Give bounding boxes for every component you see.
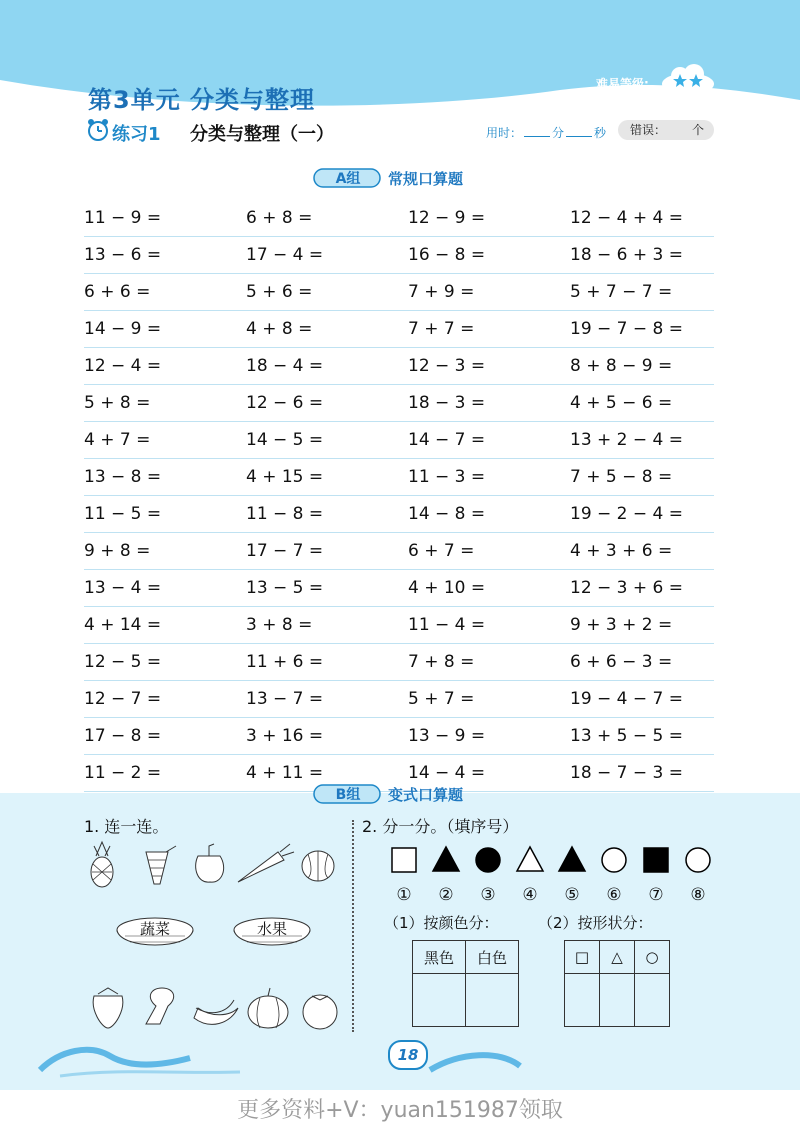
problem-row (84, 422, 714, 459)
carrot-icon[interactable] (238, 844, 294, 882)
pumpkin-icon[interactable] (248, 988, 288, 1028)
problem-row (84, 681, 714, 718)
arithmetic-problem[interactable]: 13 − 9 = (408, 726, 486, 746)
shape-number: ⑦ (648, 885, 664, 905)
arithmetic-problem[interactable]: 13 − 8 = (84, 467, 162, 487)
arithmetic-problem[interactable]: 13 − 7 = (246, 689, 324, 709)
arithmetic-problem[interactable]: 5 + 6 = (246, 282, 313, 302)
problem-row (84, 644, 714, 681)
arithmetic-problem[interactable]: 7 + 7 = (408, 319, 475, 339)
bok-choy-icon[interactable] (146, 988, 174, 1024)
shape-number: ⑥ (606, 885, 622, 905)
white-square-icon (392, 848, 416, 872)
arithmetic-problem[interactable]: 4 + 7 = (84, 430, 151, 450)
arithmetic-grid (84, 200, 714, 792)
second-blank[interactable] (566, 136, 592, 137)
arithmetic-problem[interactable]: 4 + 14 = (84, 615, 162, 635)
strawberry-icon[interactable] (93, 988, 123, 1028)
arithmetic-problem[interactable]: 12 − 9 = (408, 208, 486, 228)
problem-row (84, 385, 714, 422)
question-1-prompt: 1. 连一连。 (84, 817, 169, 836)
arithmetic-problem[interactable]: 13 − 5 = (246, 578, 324, 598)
arithmetic-problem[interactable]: 16 − 8 = (408, 245, 486, 265)
arithmetic-problem[interactable]: 9 + 8 = (84, 541, 151, 561)
white-triangle-icon (517, 847, 543, 871)
tomato-icon[interactable] (303, 995, 337, 1029)
arithmetic-problem[interactable]: 3 + 16 = (246, 726, 324, 746)
arithmetic-problem[interactable]: 13 − 6 = (84, 245, 162, 265)
problem-row (84, 607, 714, 644)
shape-number: ① (396, 885, 412, 905)
arithmetic-problem[interactable]: 4 + 10 = (408, 578, 486, 598)
arithmetic-problem[interactable]: 4 + 11 = (246, 763, 324, 783)
exercise-header (86, 118, 726, 146)
shape-answer-triangle[interactable] (600, 974, 635, 1027)
pinecone-icon[interactable] (146, 846, 176, 884)
arithmetic-problem[interactable]: 5 + 7 = (408, 689, 475, 709)
arithmetic-problem[interactable]: 14 − 8 = (408, 504, 486, 524)
arithmetic-problem[interactable]: 14 − 5 = (246, 430, 324, 450)
color-answer-black[interactable] (413, 974, 466, 1027)
arithmetic-problem[interactable]: 9 + 3 + 2 = (570, 615, 673, 635)
arithmetic-problem[interactable]: 14 − 9 = (84, 319, 162, 339)
question-2-prompt: 2. 分一分。（填序号） (362, 817, 519, 836)
shape-answer-square[interactable] (565, 974, 600, 1027)
shape-answer-circle[interactable] (635, 974, 670, 1027)
white-circle-icon (686, 848, 710, 872)
arithmetic-problem[interactable]: 11 − 9 = (84, 208, 162, 228)
section-b-title: 变式口算题 (388, 786, 464, 804)
exercise-title: 分类与整理（一） (190, 124, 334, 145)
shape-number: ② (438, 885, 454, 905)
arithmetic-problem[interactable]: 14 − 4 = (408, 763, 486, 783)
problem-row (84, 496, 714, 533)
problem-row (84, 718, 714, 755)
section-a-badge-text: A组 (335, 171, 361, 187)
arithmetic-problem[interactable]: 12 − 7 = (84, 689, 162, 709)
difficulty-label: 难易等级: (596, 77, 649, 91)
section-b-header (312, 782, 512, 806)
shape-number: ⑧ (690, 885, 706, 905)
pineapple-icon[interactable] (91, 842, 113, 887)
arithmetic-problem[interactable]: 4 + 8 = (246, 319, 313, 339)
minute-unit: 分 (552, 126, 565, 140)
shape-number: ④ (522, 885, 538, 905)
shape-header-square: □ (565, 941, 600, 974)
arithmetic-problem[interactable]: 7 + 5 − 8 = (570, 467, 673, 487)
arithmetic-problem[interactable]: 6 + 8 = (246, 208, 313, 228)
black-circle-icon (476, 848, 500, 872)
arithmetic-problem[interactable]: 14 − 7 = (408, 430, 486, 450)
shape-header-circle: ○ (635, 941, 670, 974)
arithmetic-problem[interactable]: 12 − 3 = (408, 356, 486, 376)
alarm-clock-icon (86, 118, 110, 142)
problem-row (84, 570, 714, 607)
watermelon-icon[interactable] (302, 851, 334, 881)
section-b-badge (312, 782, 384, 806)
arithmetic-problem[interactable]: 11 − 5 = (84, 504, 162, 524)
color-header-black: 黑色 (413, 941, 466, 974)
arithmetic-problem[interactable]: 12 − 4 = (84, 356, 162, 376)
arithmetic-problem[interactable]: 18 − 6 + 3 = (570, 245, 684, 265)
arithmetic-problem[interactable]: 13 + 2 − 4 = (570, 430, 684, 450)
error-label: 错误： (630, 123, 667, 137)
shape-header-triangle: △ (600, 941, 635, 974)
black-triangle-icon (559, 847, 585, 871)
bell-pepper-icon[interactable] (196, 844, 224, 882)
white-circle-icon (602, 848, 626, 872)
arithmetic-problem[interactable]: 12 − 6 = (246, 393, 324, 413)
page-number: 18 (388, 1040, 428, 1070)
vegetable-bowl[interactable] (117, 918, 193, 945)
black-square-icon (644, 848, 668, 872)
arithmetic-problem[interactable]: 11 − 2 = (84, 763, 162, 783)
arithmetic-problem[interactable]: 6 + 6 = (84, 282, 151, 302)
time-label: 用时： (486, 126, 523, 140)
problem-row (84, 274, 714, 311)
problem-row (84, 311, 714, 348)
arithmetic-problem[interactable]: 11 − 3 = (408, 467, 486, 487)
shape-number: ⑤ (564, 885, 580, 905)
arithmetic-problem[interactable]: 17 − 8 = (84, 726, 162, 746)
arithmetic-problem[interactable]: 19 − 4 − 7 = (570, 689, 684, 709)
arithmetic-problem[interactable]: 7 + 8 = (408, 652, 475, 672)
arithmetic-problem[interactable]: 19 − 7 − 8 = (570, 319, 684, 339)
arithmetic-problem[interactable]: 19 − 2 − 4 = (570, 504, 684, 524)
problem-row (84, 237, 714, 274)
by-color-label: （1）按颜色分： (384, 914, 499, 932)
banana-icon[interactable] (194, 1000, 238, 1024)
arithmetic-problem[interactable]: 13 + 5 − 5 = (570, 726, 684, 746)
arithmetic-problem[interactable]: 12 − 5 = (84, 652, 162, 672)
fruit-bowl[interactable] (234, 918, 310, 945)
arithmetic-problem[interactable]: 18 − 4 = (246, 356, 324, 376)
arithmetic-problem[interactable]: 4 + 3 + 6 = (570, 541, 673, 561)
arithmetic-problem[interactable]: 5 + 7 − 7 = (570, 282, 673, 302)
arithmetic-problem[interactable]: 4 + 5 − 6 = (570, 393, 673, 413)
column-divider (352, 820, 354, 1032)
time-used (486, 124, 606, 141)
section-b-badge-text: B组 (335, 787, 361, 803)
arithmetic-problem[interactable]: 11 − 8 = (246, 504, 324, 524)
minute-blank[interactable] (524, 136, 550, 137)
matching-illustration (80, 838, 348, 1038)
difficulty-cloud-icon (660, 62, 716, 96)
color-sort-table (412, 940, 519, 1027)
arithmetic-problem[interactable]: 3 + 8 = (246, 615, 313, 635)
error-unit: 个 (691, 123, 704, 137)
shape-number: ③ (480, 885, 496, 905)
by-shape-label: （2）按形状分： (538, 914, 653, 932)
second-unit: 秒 (594, 126, 607, 140)
footer-watermark: 更多资料+V：yuan151987领取 (237, 1098, 563, 1123)
arithmetic-problem[interactable]: 6 + 7 = (408, 541, 475, 561)
arithmetic-problem[interactable]: 6 + 6 − 3 = (570, 652, 673, 672)
arithmetic-problem[interactable]: 11 − 4 = (408, 615, 486, 635)
section-a-header (312, 166, 512, 190)
arithmetic-problem[interactable]: 11 + 6 = (246, 652, 324, 672)
arithmetic-problem[interactable]: 12 − 4 + 4 = (570, 208, 684, 228)
arithmetic-problem[interactable]: 17 − 4 = (246, 245, 324, 265)
problem-row (84, 533, 714, 570)
arithmetic-problem[interactable]: 12 − 3 + 6 = (570, 578, 684, 598)
arithmetic-problem[interactable]: 8 + 8 − 9 = (570, 356, 673, 376)
shape-sort-table (564, 940, 670, 1027)
problem-row (84, 459, 714, 496)
unit-title: 第3单元 分类与整理 (88, 86, 316, 114)
arithmetic-problem[interactable]: 7 + 9 = (408, 282, 475, 302)
arithmetic-problem[interactable]: 5 + 8 = (84, 393, 151, 413)
error-count-box[interactable] (618, 120, 714, 140)
color-header-white: 白色 (466, 941, 519, 974)
problem-row (84, 200, 714, 237)
problem-row (84, 348, 714, 385)
exercise-number: 练习1 (112, 124, 161, 145)
arithmetic-problem[interactable]: 18 − 7 − 3 = (570, 763, 684, 783)
shape-row (384, 842, 724, 912)
section-a-title: 常规口算题 (388, 170, 464, 188)
section-a-badge (312, 166, 384, 190)
black-triangle-icon (433, 847, 459, 871)
arithmetic-problem[interactable]: 18 − 3 = (408, 393, 486, 413)
fruit-bowl-label: 水果 (256, 920, 288, 938)
arithmetic-problem[interactable]: 13 − 4 = (84, 578, 162, 598)
arithmetic-problem[interactable]: 4 + 15 = (246, 467, 324, 487)
color-answer-white[interactable] (466, 974, 519, 1027)
arithmetic-problem[interactable]: 17 − 7 = (246, 541, 324, 561)
vegetable-bowl-label: 蔬菜 (139, 920, 171, 938)
